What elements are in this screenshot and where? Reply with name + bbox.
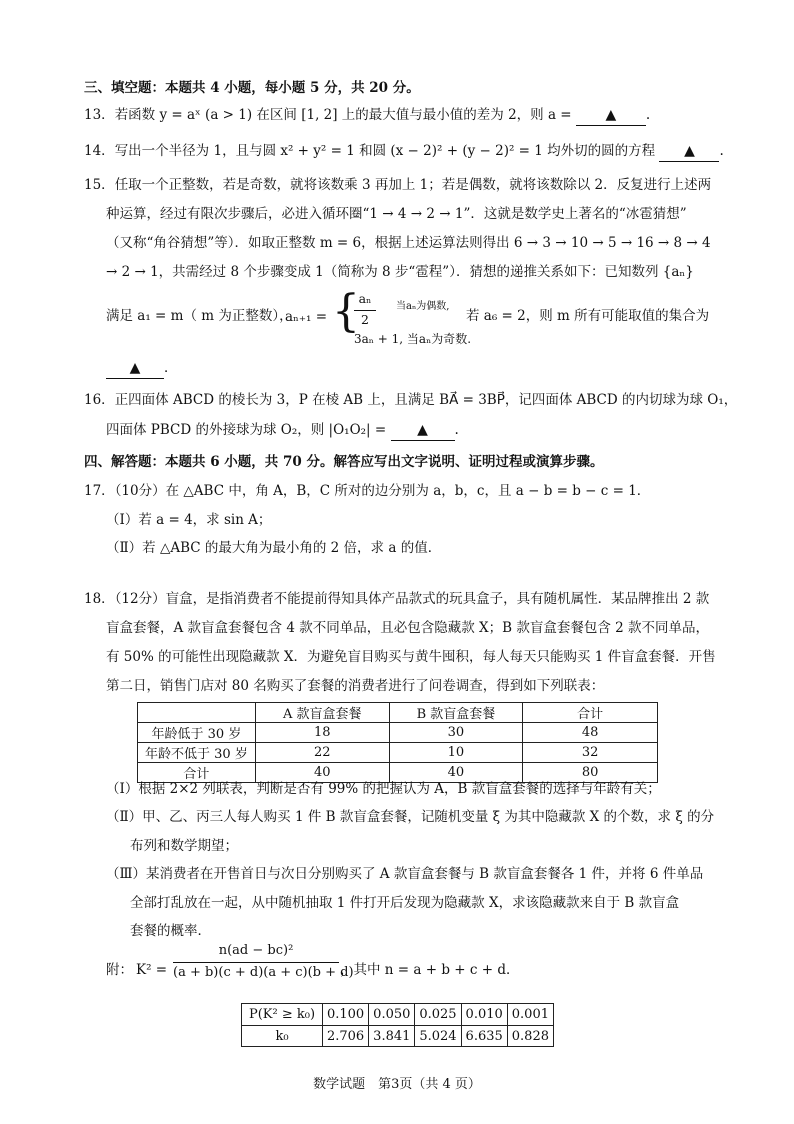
table-header-cell: B 款盲盒套餐 xyxy=(389,703,523,723)
critical-value-table xyxy=(241,1003,554,1047)
table-cell: 32 xyxy=(523,743,658,763)
table-row xyxy=(138,743,658,763)
table-header-cell: 0.025 xyxy=(415,1004,461,1026)
table-cell: 年龄不低于 30 岁 xyxy=(138,743,256,763)
table-header-cell: 合计 xyxy=(523,703,658,723)
q18-number: 18． xyxy=(84,591,115,607)
question-16-line-2: 四面体 PBCD 的外接球为球 O₂，则 |O₁O₂| = ▲ . xyxy=(106,420,459,441)
question-18-line-1: 18．（12分）盲盒，是指消费者不能提前得知具体产品款式的玩具盒子，具有随机属性．某品牌推出 2 款 xyxy=(84,591,710,607)
question-17-line-1: 17．（10分）在 △ABC 中，角 A，B，C 所对的边分别为 a，b，c，且 a − b = b − c = 1． xyxy=(84,483,651,499)
question-18-line-4: 第二日，销售门店对 80 名购买了套餐的消费者进行了问卷调查，得到如下列联表： xyxy=(106,678,605,694)
table-cell: k₀ xyxy=(242,1026,323,1047)
table-header-cell: 0.001 xyxy=(507,1004,553,1026)
table-header-cell: A 款盲盒套餐 xyxy=(255,703,389,723)
table-cell: 10 xyxy=(389,743,523,763)
q15-brace: { xyxy=(332,286,360,337)
table-row xyxy=(242,1026,554,1047)
table-cell: 22 xyxy=(255,743,389,763)
question-18-part-1: （Ⅰ）根据 2×2 列联表，判断是否有 99% 的把握认为 A，B 款盲盒套餐的选择与年龄有关； xyxy=(106,781,661,797)
question-18-line-2: 盲盒套餐，A 款盲盒套餐包含 4 款不同单品，且必包含隐藏款 X；B 款盲盒套餐包含 2 款不同单品， xyxy=(106,620,709,636)
q14-answer-blank[interactable] xyxy=(659,141,719,162)
table-cell: 40 xyxy=(255,763,389,783)
triangle-icon: ▲ xyxy=(605,107,617,123)
section-4-title: 四、解答题：本题共 6 小题，共 70 分。解答应写出文字说明、证明过程或演算步骤。 xyxy=(84,454,604,470)
table-header-cell: P(K² ≥ k₀) xyxy=(242,1004,323,1026)
table-cell: 6.635 xyxy=(461,1026,507,1047)
k-squared-symbol: K² = xyxy=(136,962,168,978)
q13-text: 若函数 y = aˣ (a > 1) 在区间 [1, 2] 上的最大值与最小值的差为 2，则 a = xyxy=(114,107,572,123)
formula-denominator: (a + b)(c + d)(a + c)(b + d) xyxy=(173,965,354,980)
table-cell: 40 xyxy=(389,763,523,783)
q15-condition-suffix: 若 a₆ = 2，则 m 所有可能取值的集合为 xyxy=(466,308,710,324)
q15-case1-denominator: 2 xyxy=(361,312,369,327)
question-15-line-4: → 2 → 1，共需经过 8 个步骤变成 1（简称为 8 步“雹程”）．猜想的递推关系如下：已知数列 {aₙ} xyxy=(106,264,694,280)
q16-answer-blank[interactable] xyxy=(391,420,455,441)
formula-tail: ，其中 n = a + b + c + d． xyxy=(340,962,520,978)
question-17-part-2: （Ⅱ）若 △ABC 的最大角为最小角的 2 倍，求 a 的值． xyxy=(106,540,442,556)
question-15-line-1: 15．任取一个正整数，若是奇数，就将该数乘 3 再加上 1；若是偶数，就将该数除以 2．反复进行上述两 xyxy=(84,177,712,193)
table-row xyxy=(138,723,658,743)
q16-number: 16． xyxy=(84,392,115,408)
table-header-cell xyxy=(138,703,256,723)
question-18-part-2-line-1: （Ⅱ）甲、乙、丙三人每人购买 1 件 B 款盲盒套餐，记随机变量 ξ 为其中隐藏款 X 的个数，求 ξ 的分 xyxy=(106,809,715,825)
q15-answer-blank[interactable] xyxy=(106,358,164,379)
table-cell: 80 xyxy=(523,763,658,783)
question-18-line-3: 有 50% 的可能性出现隐藏款 X．为避免盲目购买与黄牛囤积，每人每天只能购买 1 件盲盒套餐．开售 xyxy=(106,649,716,665)
table-cell: 3.841 xyxy=(369,1026,415,1047)
q15-answer-row: ▲ ． xyxy=(106,358,178,379)
q15-case1-numerator: aₙ xyxy=(358,291,372,306)
triangle-icon: ▲ xyxy=(417,422,428,438)
table-cell: 0.828 xyxy=(507,1026,553,1047)
contingency-table xyxy=(137,702,658,783)
table-header-row xyxy=(242,1004,554,1026)
page-footer: 数学试题 第3页（共 4 页） xyxy=(313,1077,481,1092)
table-cell: 合计 xyxy=(138,763,256,783)
table-header-cell: 0.050 xyxy=(369,1004,415,1026)
table-cell: 年龄低于 30 岁 xyxy=(138,723,256,743)
table-cell: 18 xyxy=(255,723,389,743)
table-header-row xyxy=(138,703,658,723)
question-15-line-2: 种运算，经过有限次步骤后，必进入循环圈“1 → 4 → 2 → 1”．这就是数学史上著名的“冰雹猜想” xyxy=(106,206,687,222)
q17-number: 17． xyxy=(84,483,115,499)
table-header-cell: 0.010 xyxy=(461,1004,507,1026)
table-cell: 5.024 xyxy=(415,1026,461,1047)
question-18-part-3-line-3: 套餐的概率． xyxy=(130,923,211,939)
q15-number: 15． xyxy=(84,177,115,193)
table-header-cell: 0.100 xyxy=(323,1004,369,1026)
question-13: 13．若函数 y = aˣ (a > 1) 在区间 [1, 2] 上的最大值与最小值的差为 2，则 a = ▲ . xyxy=(84,105,650,126)
q15-condition-prefix: 满足 a₁ = m（ m 为正整数）， xyxy=(106,308,293,324)
triangle-icon: ▲ xyxy=(129,360,141,376)
question-18-part-3-line-1: （Ⅲ）某消费者在开售首日与次日分别购买了 A 款盲盒套餐与 B 款盲盒套餐各 1 件，并将 6 件单品 xyxy=(106,866,704,882)
question-17-part-1: （Ⅰ）若 a = 4，求 sin A； xyxy=(106,512,272,528)
question-18-part-3-line-2: 全部打乱放在一起，从中随机抽取 1 件打开后发现为隐藏款 X，求该隐藏款来自于 B 款盲盒 xyxy=(130,895,680,911)
question-15-line-3: （又称“角谷猜想”等）．如取正整数 m = 6，根据上述运算法则得出 6 → 3 → 10 → 5 → 16 → 8 → 4 xyxy=(106,235,711,251)
q14-text: 写出一个半径为 1，且与圆 x² + y² = 1 和圆 (x − 2)² + (y − 2)² = 1 均外切的圆的方程 xyxy=(114,143,656,159)
q13-number: 13． xyxy=(84,107,115,123)
q13-answer-blank[interactable] xyxy=(576,105,646,126)
q15-case1-condition: 当aₙ为偶数, xyxy=(396,301,450,312)
table-cell: 2.706 xyxy=(323,1026,369,1047)
section-3-title: 三、填空题：本题共 4 小题，每小题 5 分，共 20 分。 xyxy=(84,80,420,96)
appendix-label: 附： xyxy=(106,962,133,978)
q15-recurrence-lhs: aₙ₊₁ = xyxy=(285,309,328,325)
q14-number: 14． xyxy=(84,143,115,159)
formula-fraction-bar xyxy=(173,962,339,963)
question-14: 14．写出一个半径为 1，且与圆 x² + y² = 1 和圆 (x − 2)² + (y − 2)² = 1 均外切的圆的方程 ▲ . xyxy=(84,141,724,162)
triangle-icon: ▲ xyxy=(684,143,695,159)
formula-numerator: n(ad − bc)² xyxy=(218,943,294,958)
question-18-part-2-line-2: 布列和数学期望； xyxy=(130,838,238,854)
table-cell: 30 xyxy=(389,723,523,743)
question-16-line-1: 16．正四面体 ABCD 的棱长为 3，P 在棱 AB 上，且满足 BA⃗ = 3BP⃗，记四面体 ABCD 的内切球为球 O₁， xyxy=(84,392,738,408)
q15-case2: 3aₙ + 1, 当aₙ为奇数. xyxy=(354,332,472,346)
table-cell: 48 xyxy=(523,723,658,743)
